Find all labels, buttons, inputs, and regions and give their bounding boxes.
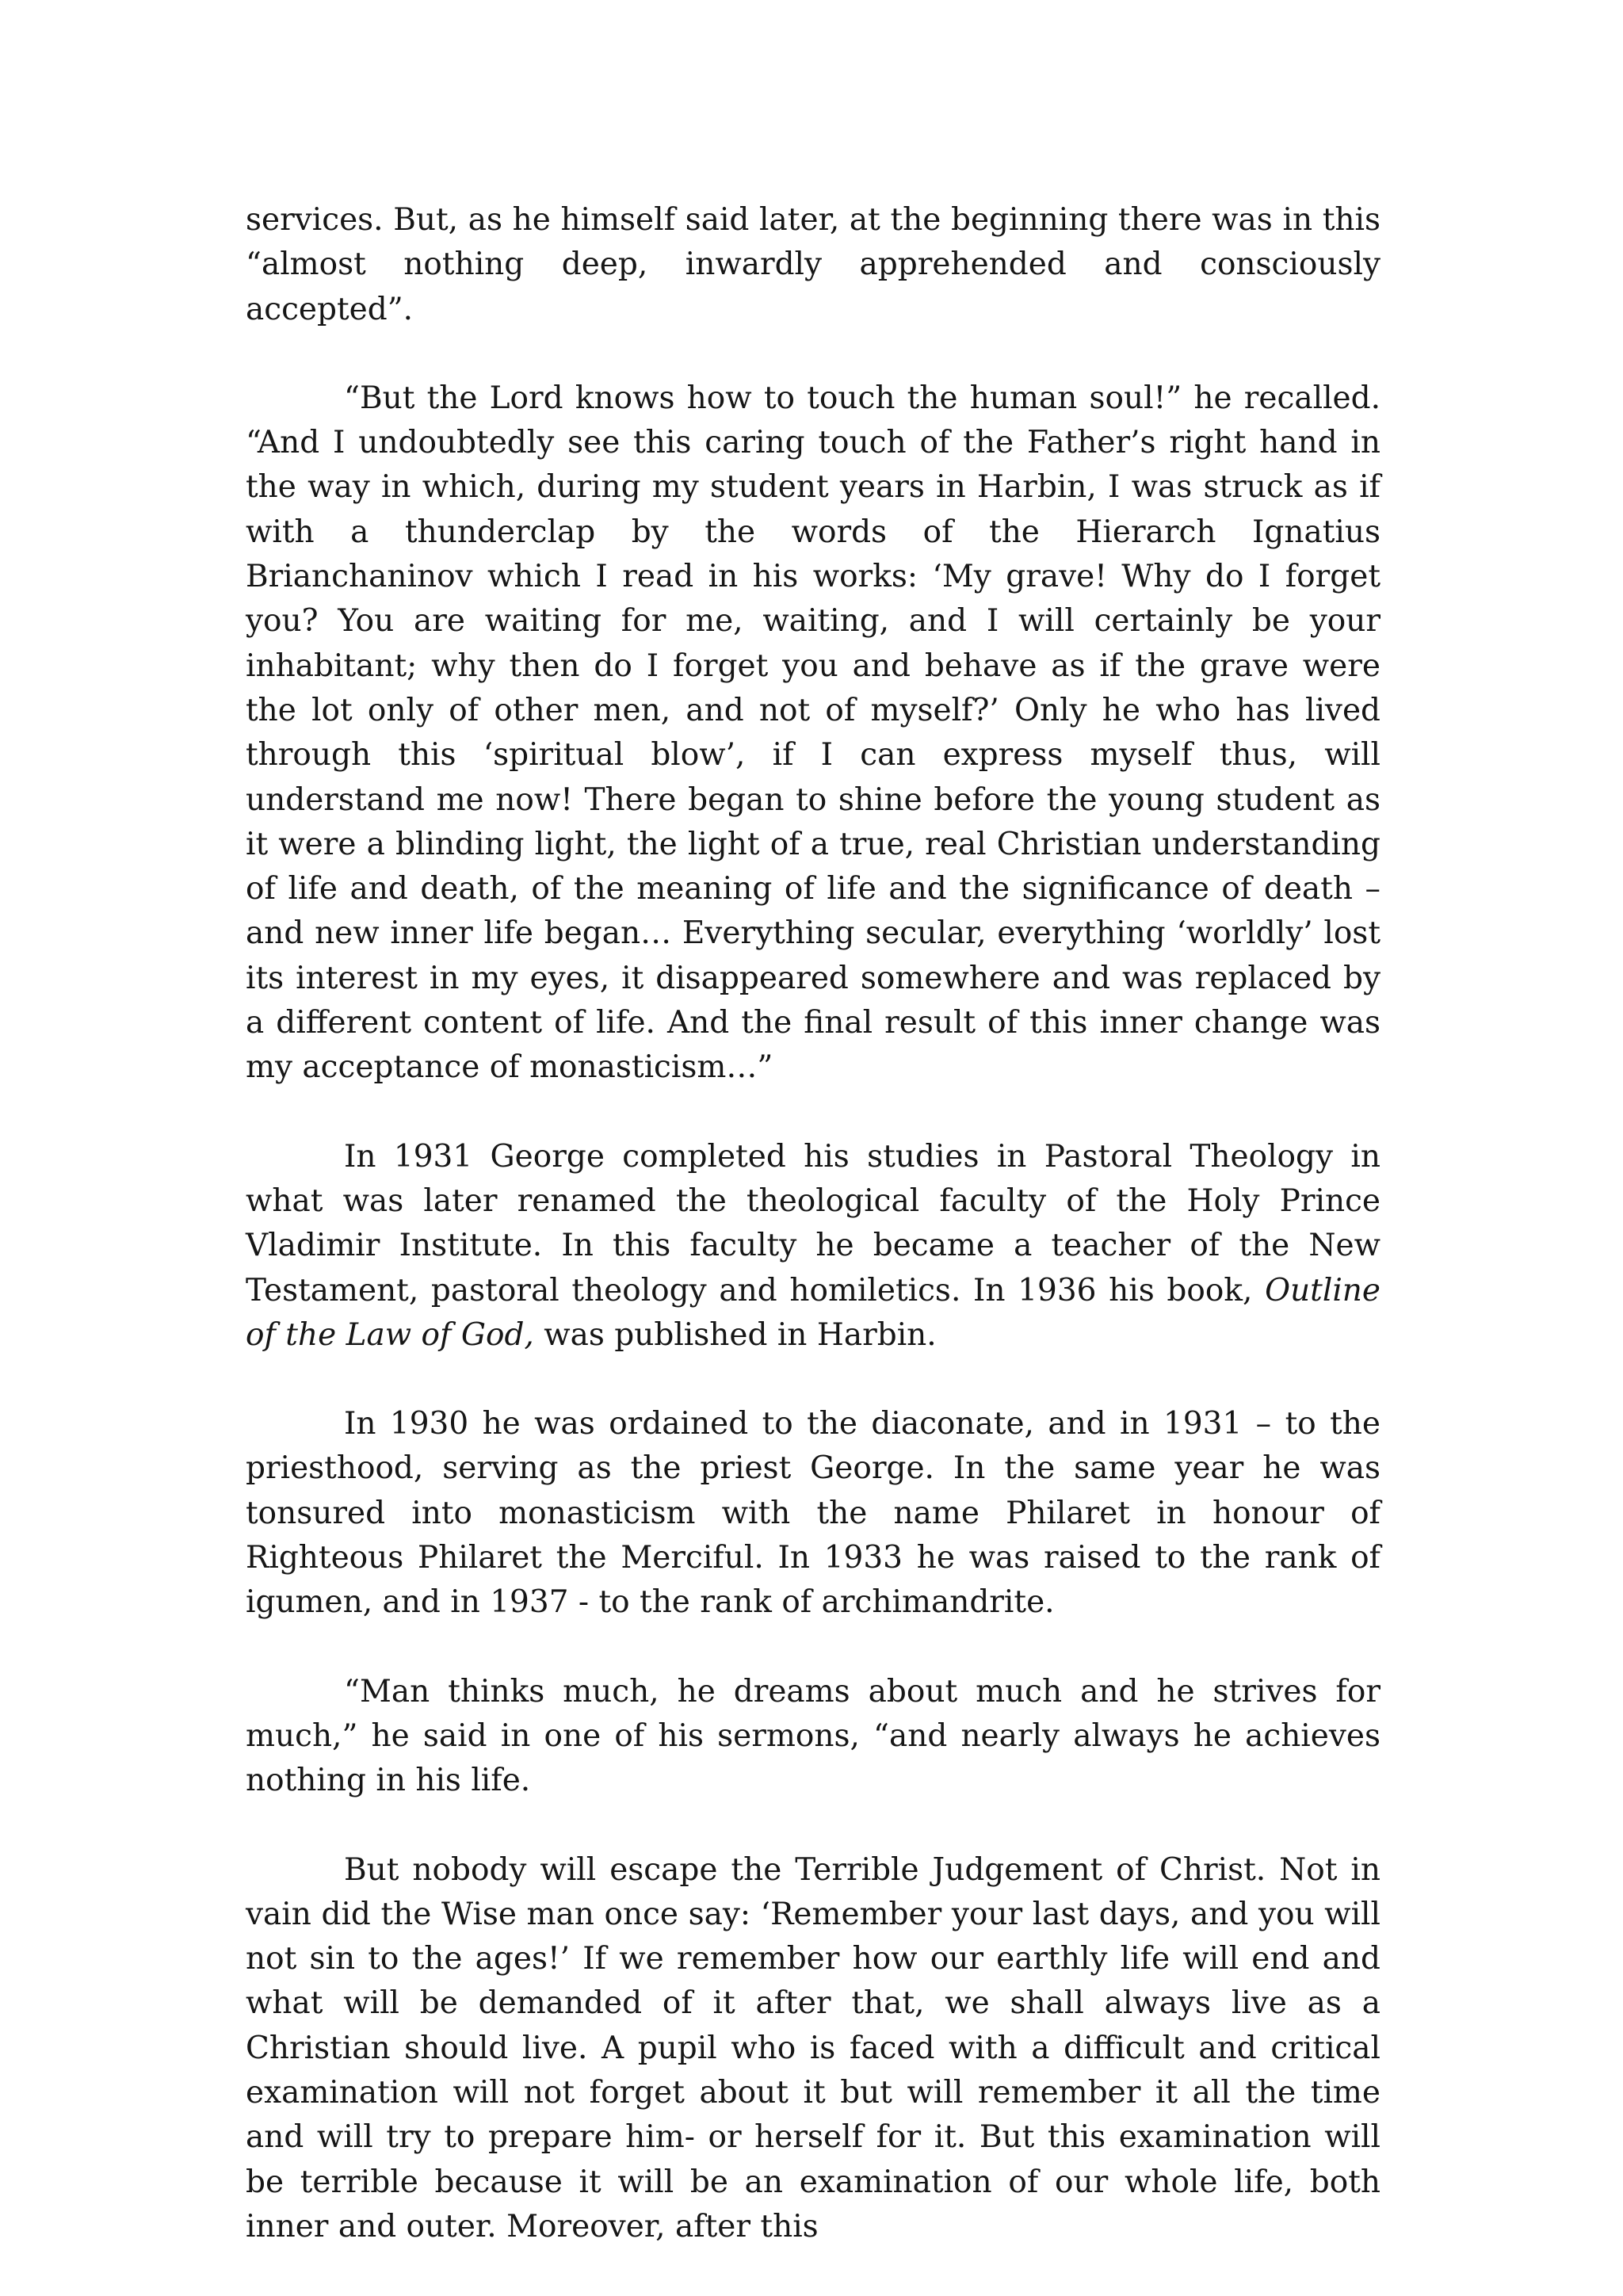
book-title: Outline of the Law of God, xyxy=(246,1272,1381,1353)
document-page xyxy=(246,198,1381,2249)
paragraph-4: In 1930 he was ordained to the diaconate, and in 1931 – to the priesthood, serving as the priest George. In the same year he was tonsured into monasticism with the name Philaret in honour of Righteous Philaret the Merciful. In 1933 he was raised to the rank of igumen, and in 1937 - to the rank of archimandrite. xyxy=(246,1406,1381,1621)
paragraph-2: “But the Lord knows how to touch the human soul!” he recalled. “And I undoubtedly see this caring touch of the Father’s right hand in the way in which, during my student years in Harbin, I was struck as if with a thunderclap by the words of the Hierarch Ignatius Brianchaninov which I read in his works: ‘My grave! Why do I forget you? You are waiting for me, waiting, and I will certainly be your inhabitant; why then do I forget you and behave as if the grave were the lot only of other men, and not of myself?’ Only he who has lived through this ‘spiritual blow’, if I can express myself thus, will understand me now! There began to shine before the young student as it were a blinding light, the light of a true, real Christian understanding of life and death, of the meaning of life and the significance of death – and new inner life began… Everything secular, everything ‘worldly’ lost its interest in my eyes, it disappeared somewhere and was replaced by a different content of life. And the final result of this inner change was my acceptance of monasticism…” xyxy=(246,380,1381,1086)
paragraph-3 xyxy=(246,1135,1381,1358)
paragraph-5: “Man thinks much, he dreams about much and he strives for much,” he said in one of his sermons, “and nearly always he achieves nothing in his life. xyxy=(246,1673,1381,1799)
paragraph-1: services. But, as he himself said later, at the beginning there was in this “almost nothing deep, inwardly apprehended and consciously accepted”. xyxy=(246,202,1381,327)
paragraph-6: But nobody will escape the Terrible Judgement of Christ. Not in vain did the Wise man once say: ‘Remember your last days, and you will not sin to the ages!’ If we remember how our earthly life will end and what will be demanded of it after that, we shall always live as a Christian should live. A pupil who is faced with a difficult and critical examination will not forget about it but will remember it all the time and will try to prepare him- or herself for it. But this examination will be terrible because it will be an examination of our whole life, both inner and outer. Moreover, after this xyxy=(246,1851,1381,2244)
paragraph-3-text-after: was published in Harbin. xyxy=(533,1316,937,1353)
paragraph-3-text-before: In 1931 George completed his studies in Pastoral Theology in what was later renamed the theological faculty of the Holy Prince Vladimir Institute. In this faculty he became a teacher of the New Testament, pastoral theology and homiletics. In 1936 his book, xyxy=(246,1138,1381,1308)
